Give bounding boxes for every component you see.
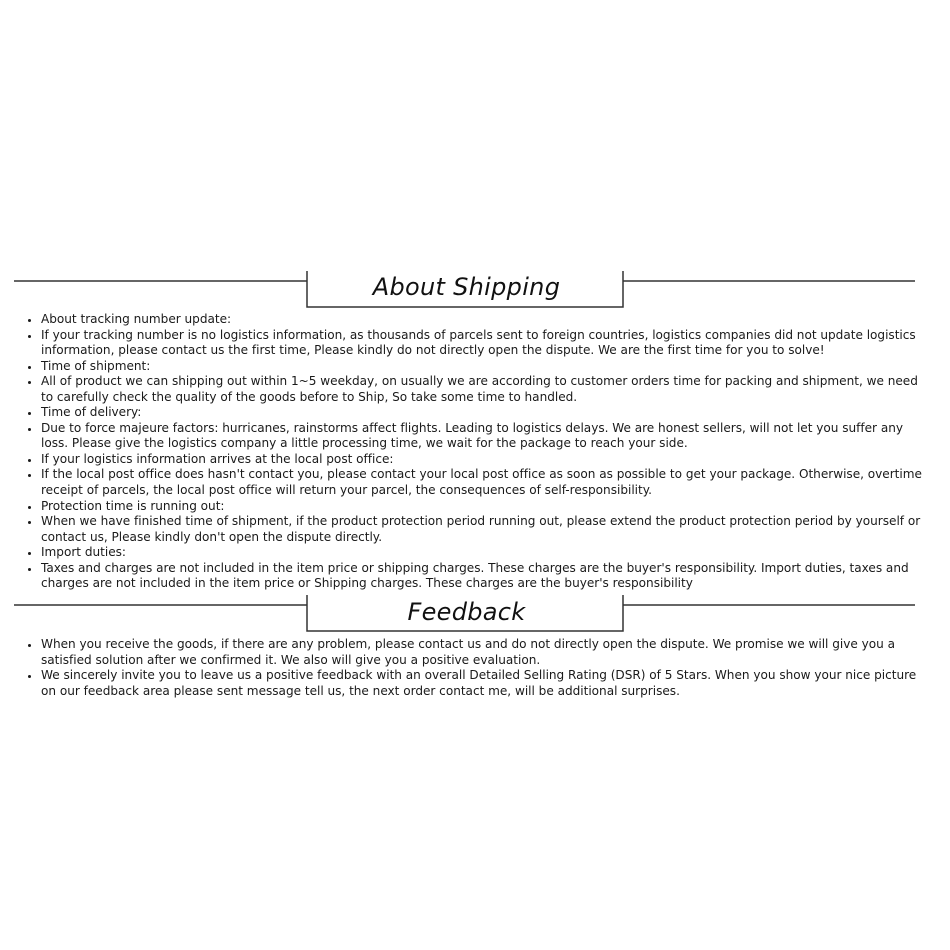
feedback-list (22, 637, 931, 699)
list-item: • Time of delivery: (41, 405, 931, 421)
list-item: • Taxes and charges are not included in the item price or shipping charges. These charges are the buyer's responsibility. Import duties, taxes and charges are not included in the item price or Shipping charges. These charges are the buyer's responsibility (41, 561, 931, 592)
list-item: • All of product we can shipping out within 1~5 weekday, on usually we are according to customer orders time for packing and shipment, we need to carefully check the quality of the goods before to Ship, So take some time to handled. (41, 374, 931, 405)
shipping-list (22, 312, 931, 592)
list-item: • Time of shipment: (41, 359, 931, 375)
list-item: • When we have finished time of shipment, if the product protection period running out, please extend the product protection period by yourself or contact us, Please kindly don't open the dispute directly. (41, 514, 931, 545)
shipping-title: About Shipping (372, 273, 561, 301)
list-item: • If your logistics information arrives at the local post office: (41, 452, 931, 468)
feedback-section-header (14, 592, 915, 634)
list-item: • About tracking number update: (41, 312, 931, 328)
feedback-title: Feedback (407, 598, 526, 626)
list-item: • Protection time is running out: (41, 499, 931, 515)
list-item: • If your tracking number is no logistics information, as thousands of parcels sent to foreign countries, logistics companies did not update logistics information, please contact us the first time, Please kindly do not directly open the dispute. We are the first time for you to solve! (41, 328, 931, 359)
list-item: • We sincerely invite you to leave us a positive feedback with an overall Detailed Selling Rating (DSR) of 5 Stars. When you show your nice picture on our feedback area please sent message tell us, the next order contact me, will be additional surprises. (41, 668, 931, 699)
list-item: • Due to force majeure factors: hurricanes, rainstorms affect flights. Leading to logistics delays. We are honest sellers, will not let you suffer any loss. Please give the logistics company a little processing time, we wait for the package to reach your side. (41, 421, 931, 452)
list-item: • When you receive the goods, if there are any problem, please contact us and do not directly open the dispute. We promise we will give you a satisfied solution after we confirmed it. We also will give you a positive evaluation. (41, 637, 931, 668)
list-item: • Import duties: (41, 545, 931, 561)
list-item: • If the local post office does hasn't contact you, please contact your local post office as soon as possible to get your package. Otherwise, overtime receipt of parcels, the local post office will return your parcel, the consequences of self-responsibility. (41, 467, 931, 498)
shipping-section-header (14, 268, 915, 310)
